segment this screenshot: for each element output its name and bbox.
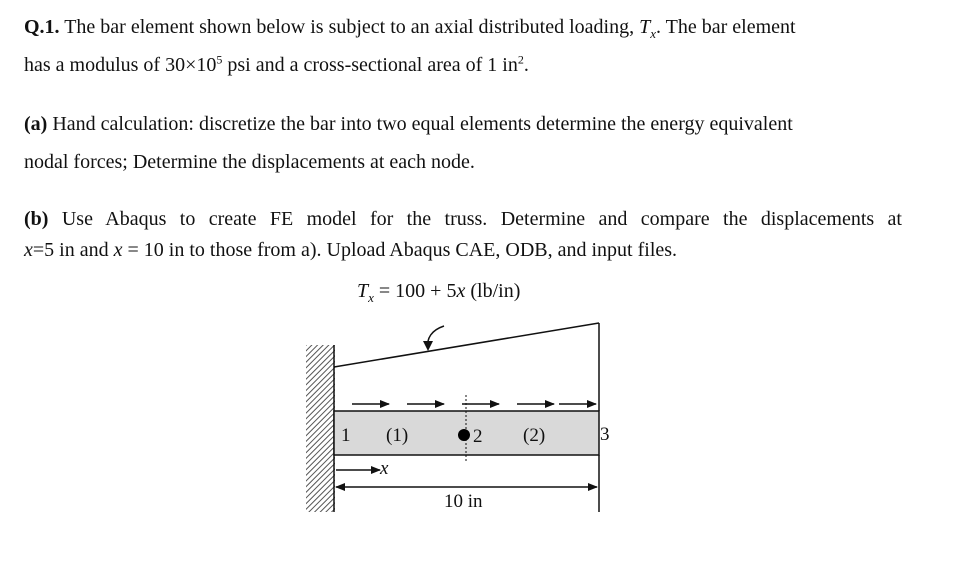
- node-2-label: 2: [473, 426, 483, 447]
- part-a-text-2: nodal forces; Determine the displacements at each node.: [24, 151, 475, 173]
- part-a-label: (a): [24, 113, 48, 135]
- formula-subscript: x: [368, 290, 374, 305]
- x-variable-2: x: [113, 239, 123, 261]
- load-profile-top: [334, 323, 599, 367]
- node-3-label: 3: [600, 424, 610, 445]
- question-text-2b: psi and a cross-sectional area of 1 in: [222, 54, 518, 76]
- length-label: 10 in: [444, 491, 483, 512]
- question-text-1-end: . The bar element: [655, 16, 796, 38]
- x-variable-1: x: [24, 239, 33, 261]
- part-a-text-1: Hand calculation: discretize the bar into two equal elements determine the energy equivalent: [52, 113, 793, 135]
- element-2-label: (2): [523, 425, 546, 446]
- fixed-wall: [306, 345, 335, 512]
- node-1-label: 1: [341, 425, 351, 446]
- t-variable: T: [639, 16, 651, 38]
- formula-t: T: [357, 280, 369, 302]
- part-b-text-1: Use Abaqus to create FE model for the truss. Determine and compare the displacements at: [61, 208, 902, 230]
- part-b-text-2a: =5 in and: [32, 239, 114, 261]
- formula-rest: = 100 + 5: [373, 280, 457, 302]
- exponent-2: 2: [517, 52, 524, 67]
- load-pointer-head: [423, 341, 433, 351]
- question-text-2c: .: [523, 54, 529, 76]
- t-subscript: x: [650, 26, 656, 41]
- formula-units: (lb/in): [465, 280, 521, 302]
- question-text-1: The bar element shown below is subject to an axial distributed loading,: [64, 16, 640, 38]
- part-b-label: (b): [24, 208, 49, 230]
- exponent-5: 5: [216, 52, 223, 67]
- formula-x: x: [456, 280, 466, 302]
- question-label: Q.1.: [24, 16, 60, 38]
- element-1-label: (1): [386, 425, 409, 446]
- part-b-text-2b: = 10 in to those from a). Upload Abaqus CAE, ODB, and input files.: [122, 239, 678, 261]
- x-axis-label: x: [380, 458, 389, 479]
- node-2-dot: [458, 429, 470, 441]
- question-text-2a: has a modulus of 30×10: [24, 54, 217, 76]
